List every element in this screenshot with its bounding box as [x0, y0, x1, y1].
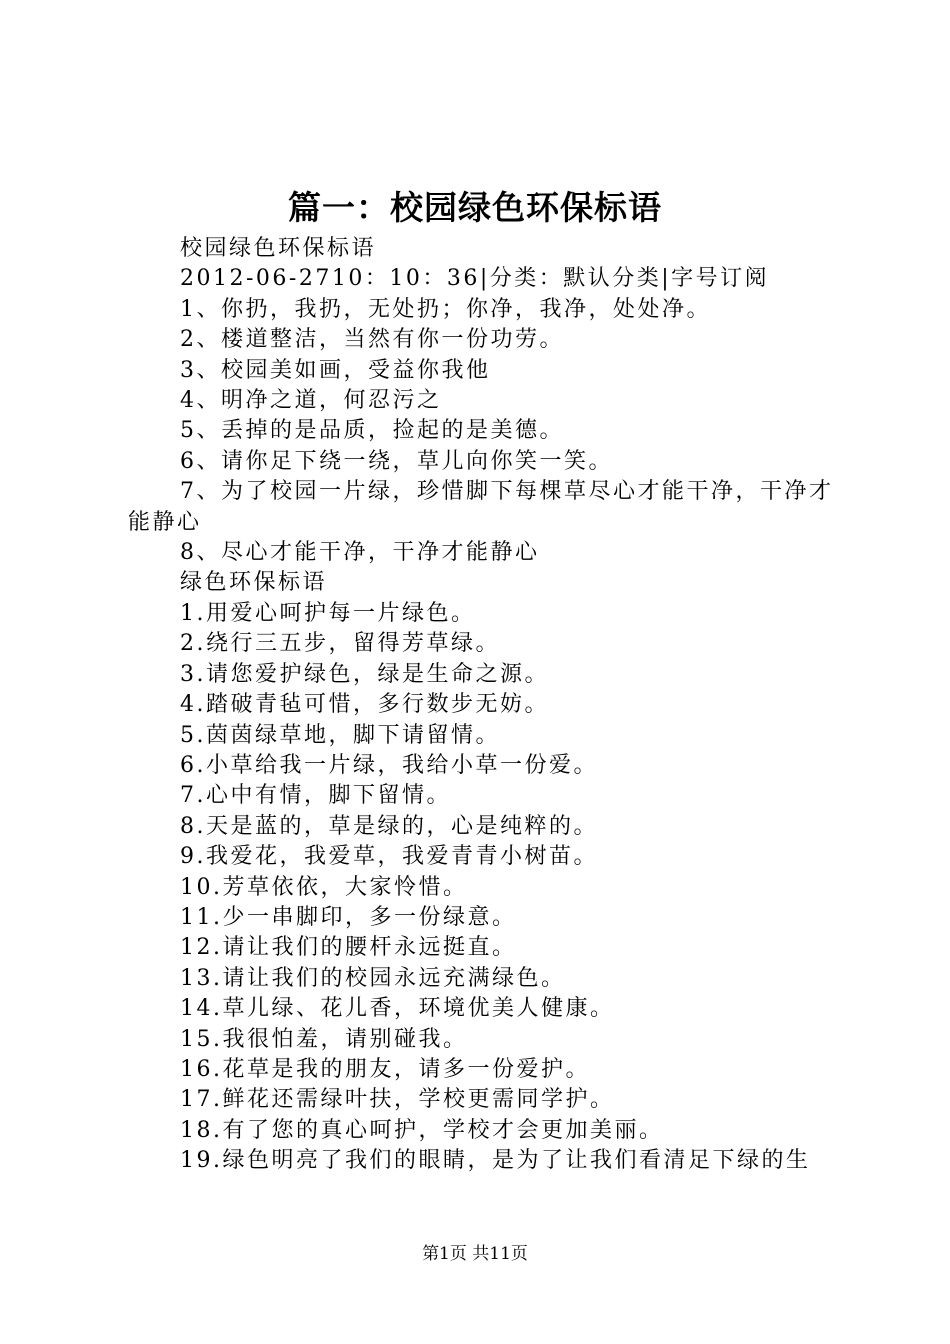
meta-line: 2012-06-2710：10：36|分类：默认分类|字号订阅 [180, 266, 770, 292]
page-footer: 第1页 共11页 [422, 1244, 528, 1264]
slogan-line: 16.花草是我的朋友，请多一份爱护。 [180, 1056, 590, 1082]
slogan-line: 11.少一串脚印，多一份绿意。 [180, 904, 517, 930]
slogan-line: 15.我很怕羞，请别碰我。 [180, 1026, 468, 1052]
document-body [128, 234, 838, 1177]
slogan-line: 1、你扔，我扔，无处扔；你净，我净，处处净。 [180, 296, 711, 322]
slogan-line: 10.芳草依依，大家怜惜。 [180, 874, 468, 900]
slogan-line: 4、明净之道，何忍污之 [180, 388, 442, 414]
slogan-line: 18.有了您的真心呵护，学校才会更加美丽。 [180, 1117, 664, 1143]
subtitle-line: 校园绿色环保标语 [180, 236, 377, 261]
slogan-line: 5.茵茵绿草地，脚下请留情。 [180, 722, 500, 748]
slogan-line: 3、校园美如画，受益你我他 [180, 357, 491, 383]
slogan-line: 5、丢掉的是品质，捡起的是美德。 [180, 418, 564, 444]
slogan-line: 13.请让我们的校园永远充满绿色。 [180, 965, 566, 991]
slogan-line: 3.请您爱护绿色，绿是生命之源。 [180, 661, 549, 687]
slogan-line: 9.我爱花，我爱草，我爱青青小树苗。 [180, 844, 598, 870]
slogan-line: 2、楼道整洁，当然有你一份功劳。 [180, 327, 564, 353]
slogan-line: 6.小草给我一片绿，我给小草一份爱。 [180, 752, 598, 778]
slogan-line: 1.用爱心呵护每一片绿色。 [180, 600, 476, 626]
slogan-line: 14.草儿绿、花儿香，环境优美人健康。 [180, 996, 615, 1022]
slogan-line: 7.心中有情，脚下留情。 [180, 783, 451, 809]
slogan-line: 2.绕行三五步，留得芳草绿。 [180, 631, 500, 657]
slogan-line: 7、为了校园一片绿，珍惜脚下每棵草尽心才能干净，干净才能静心 [128, 479, 834, 535]
slogan-line: 12.请让我们的腰杆永远挺直。 [180, 935, 517, 961]
slogan-line: 17.鲜花还需绿叶扶，学校更需同学护。 [180, 1087, 615, 1113]
slogan-line: 6、请你足下绕一绕，草儿向你笑一笑。 [180, 448, 613, 474]
slogan-line: 8、尽心才能干净，干净才能静心 [180, 540, 540, 566]
slogan-line: 19.绿色明亮了我们的眼睛，是为了让我们看清足下绿的生 [180, 1148, 811, 1174]
page-title: 篇一：校园绿色环保标语 [288, 188, 662, 227]
slogan-line: 8.天是蓝的，草是绿的，心是纯粹的。 [180, 813, 598, 839]
section-heading: 绿色环保标语 [180, 570, 328, 596]
slogan-line: 4.踏破青毡可惜，多行数步无妨。 [180, 692, 549, 718]
